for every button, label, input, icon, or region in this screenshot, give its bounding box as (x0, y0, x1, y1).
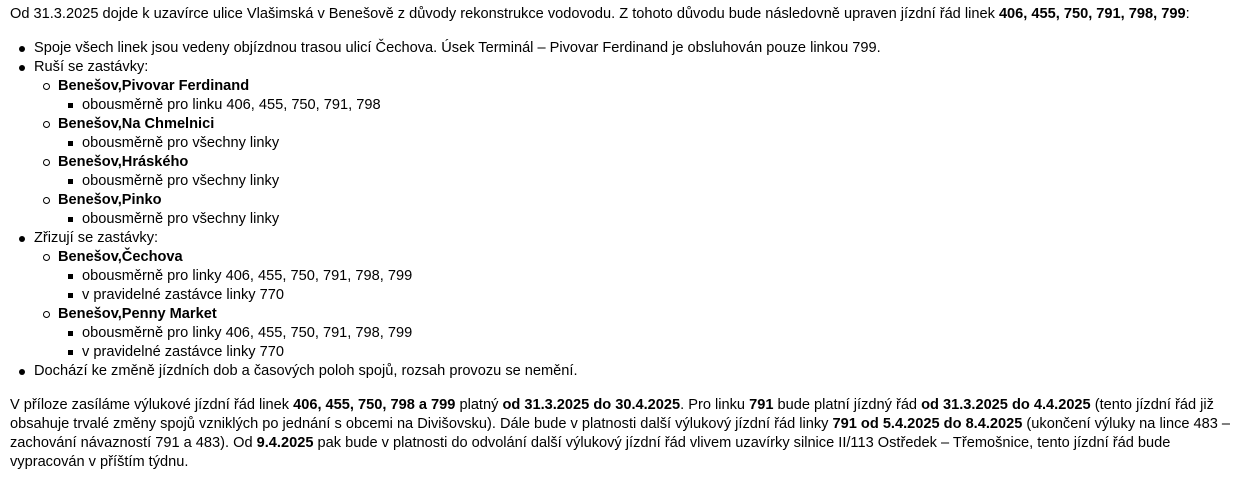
cancelled-stops-list (34, 77, 1232, 229)
stop-name: Benešov,Čechova (58, 249, 183, 265)
outro-bold: od 31.3.2025 do 4.4.2025 (921, 397, 1091, 413)
outro-text: . Pro linku (680, 397, 750, 413)
stop-notes (58, 210, 1232, 229)
stop-name: Benešov,Pinko (58, 192, 162, 208)
stop-notes (58, 172, 1232, 191)
outro-bold: od 31.3.2025 do 30.4.2025 (502, 397, 681, 413)
stop-note: obousměrně pro linky 406, 455, 750, 791, 798, 799 (82, 324, 1232, 343)
affected-lines: 406, 455, 750, 791, 798, 799 (998, 6, 1186, 22)
outro-bold: 9.4.2025 (256, 435, 314, 451)
cancelled-stop (58, 115, 1232, 153)
stop-name: Benešov,Hráského (58, 154, 189, 170)
outro-text: (tento jízdní řád již obsahuje trvalé změny spojů vzniklých po jednání s obcemi na Divišovsku). Dále bude v platnosti další výlukový jízdní řád linky (10, 397, 1214, 432)
stop-notes (58, 267, 1232, 305)
outro-text: (ukončení výluky na lince 483 – zachování návazností 791 a 483). Od (10, 416, 1231, 451)
stop-note: v pravidelné zastávce linky 770 (82, 286, 1232, 305)
detour-text: Spoje všech linek jsou vedeny objízdnou trasou ulicí Čechova. Úsek Terminál – Pivovar Ferdinand je obsluhován pouze linkou 799. (34, 40, 881, 56)
outro-text: V příloze zasíláme výlukové jízdní řád linek (10, 397, 294, 413)
stop-note: obousměrně pro všechny linky (82, 210, 1232, 229)
stop-note: obousměrně pro všechny linky (82, 172, 1232, 191)
new-stops-label: Zřizují se zastávky: (34, 230, 159, 246)
new-stop (58, 248, 1232, 305)
attachment-paragraph (10, 396, 1232, 472)
intro-colon: : (1185, 6, 1190, 22)
outro-text: platný (455, 397, 503, 413)
new-stops-item (34, 229, 1232, 362)
cancelled-stops-item (34, 58, 1232, 229)
changes-list (10, 39, 1232, 381)
outro-text: pak bude v platnosti do odvolání další výlukový jízdní řád vlivem uzavírky silnice II/113 Ostředek – Třemošnice, tento jízdní řád bude vypracován v příštím týdnu. (10, 435, 1171, 470)
stop-note: v pravidelné zastávce linky 770 (82, 343, 1232, 362)
outro-text: bude platní jízdný řád (773, 397, 922, 413)
cancelled-stops-label: Ruší se zastávky: (34, 59, 149, 75)
new-stop (58, 305, 1232, 362)
stop-notes (58, 134, 1232, 153)
cancelled-stop (58, 191, 1232, 229)
stop-name: Benešov,Penny Market (58, 306, 217, 322)
stop-note: obousměrně pro linku 406, 455, 750, 791, 798 (82, 96, 1232, 115)
stop-note: obousměrně pro linky 406, 455, 750, 791, 798, 799 (82, 267, 1232, 286)
timetable-change-text: Dochází ke změně jízdních dob a časových poloh spojů, rozsah provozu se nemění. (34, 363, 578, 379)
intro-paragraph (10, 5, 1232, 24)
stop-name: Benešov,Na Chmelnici (58, 116, 215, 132)
stop-notes (58, 324, 1232, 362)
stop-note: obousměrně pro všechny linky (82, 134, 1232, 153)
outro-bold: 791 (749, 397, 774, 413)
cancelled-stop (58, 153, 1232, 191)
outro-bold: 406, 455, 750, 798 a 799 (293, 397, 456, 413)
new-stops-list (34, 248, 1232, 362)
cancelled-stop (58, 77, 1232, 115)
stop-notes (58, 96, 1232, 115)
timetable-change-item (34, 362, 1232, 381)
outro-bold: 791 od 5.4.2025 do 8.4.2025 (832, 416, 1023, 432)
stop-name: Benešov,Pivovar Ferdinand (58, 78, 250, 94)
intro-text: Od 31.3.2025 dojde k uzavírce ulice Vlašimská v Benešově z důvody rekonstrukce vodovodu. Z tohoto důvodu bude následovně upraven jízdní řád linek (10, 6, 999, 22)
detour-item (34, 39, 1232, 58)
